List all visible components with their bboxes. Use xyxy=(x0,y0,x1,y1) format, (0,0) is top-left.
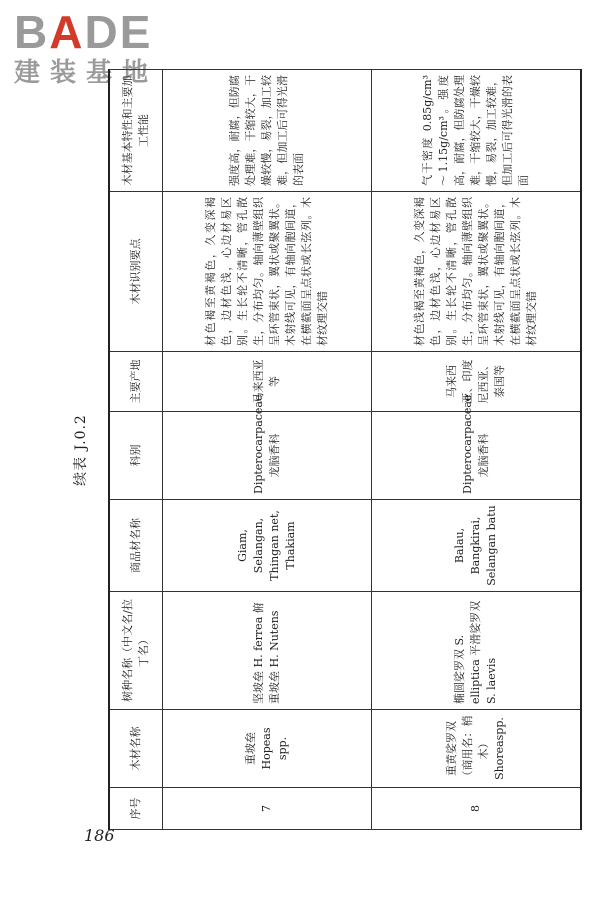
header-family: 科别 xyxy=(109,412,163,500)
logo-letters-de: DE xyxy=(84,6,153,58)
rotated-page xyxy=(70,70,590,830)
cell-family: Dipterocarpaceae 龙脑香科 xyxy=(163,412,372,500)
cell-identification: 材色浅褐至黄褐色，久变深褐色，边材色浅，心边材易区别。生长轮不清晰，管孔散生，分布均匀。轴向薄壁组织呈环管束状，翼状或聚翼状。木射线可见，有轴向胞间道，在横截面呈点状或长弦列。木材纹理交错 xyxy=(372,192,582,352)
header-origin: 主要产地 xyxy=(109,352,163,412)
cell-species: 坚坡垒 H. ferrea 俯重坡垒 H. Nutens xyxy=(163,592,372,710)
header-species: 树种名称（中文名/拉丁名） xyxy=(109,592,163,710)
cell-properties: 强度高，耐腐，但防腐处理难，干缩较大，干燥较慢，易裂，加工较难，但加工后可得光滑的表面 xyxy=(163,70,372,192)
cell-trade: Balau, Bangkirai, Selangan batu xyxy=(372,500,582,592)
header-material: 木材名称 xyxy=(109,710,163,788)
header-properties: 木材基本特性和主要加工性能 xyxy=(109,70,163,192)
cell-origin: 马来西亚等 xyxy=(163,352,372,412)
cell-family: Dipterocarpaceae 龙脑香科 xyxy=(372,412,582,500)
header-no: 序号 xyxy=(109,788,163,830)
cell-no: 7 xyxy=(163,788,372,830)
cell-properties: 气干密度 0.85g/cm³～1.15g/cm³。强度高，耐腐，但防腐处理难，干缩较大，干燥较慢，易裂，加工较难，但加工后可得光滑的表面 xyxy=(372,70,582,192)
header-identification: 木材识别要点 xyxy=(109,192,163,352)
logo-letter-b: B xyxy=(14,6,50,58)
cell-material: 重黄娑罗双（商用名：梢木）Shoreaspp. xyxy=(372,710,582,788)
table-caption: 续表 J.0.2 xyxy=(73,414,89,486)
table-row xyxy=(163,70,372,830)
header-trade: 商品材名称 xyxy=(109,500,163,592)
table-row xyxy=(372,70,582,830)
cell-species: 椭圆娑罗双 S. elliptica 平滑娑罗双 S. laevis xyxy=(372,592,582,710)
cell-no: 8 xyxy=(372,788,582,830)
page-number: 186 xyxy=(84,826,115,845)
logo-tagline: 建装基地 xyxy=(14,58,159,88)
logo-letter-a: A xyxy=(49,6,85,58)
cell-identification: 材色褐至黄褐色，久变深褐色，边材色浅，心边材易区别。生长轮不清晰，管孔散生，分布均匀。轴向薄壁组织呈环管束状，翼状或聚翼状。木射线可见，有轴向胞间道，在横截面呈点状或长弦列。木材纹理交错 xyxy=(163,192,372,352)
wood-species-table xyxy=(108,69,582,830)
logo-wordmark xyxy=(14,8,204,56)
table-header-row xyxy=(109,70,163,830)
cell-material: 重坡垒 Hopeas spp. xyxy=(163,710,372,788)
cell-trade: Giam, Selangan, Thingan net, Thakiam xyxy=(163,500,372,592)
cell-origin: 马来西亚、印度尼西亚、泰国等 xyxy=(372,352,582,412)
